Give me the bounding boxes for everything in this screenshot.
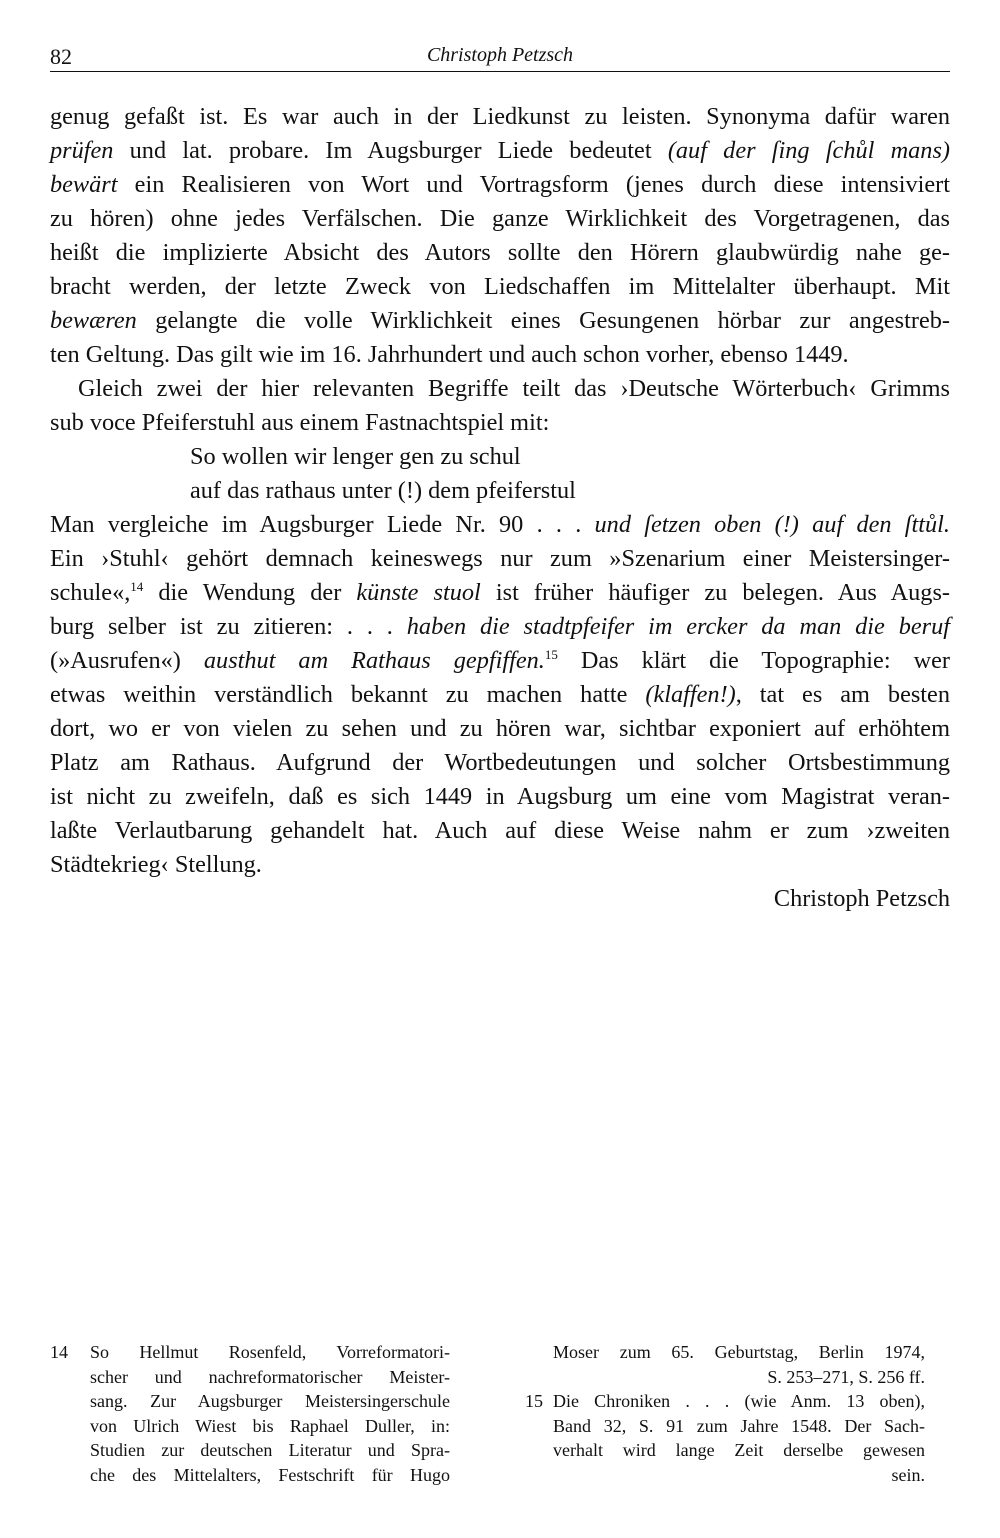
text-line: etwas weithin verständlich bekannt zu machen hatte (klaffen!), tat es am besten [50, 681, 950, 708]
footnote-ref-14[interactable]: 14 [130, 579, 144, 594]
footnote-line: sein. [891, 1464, 925, 1485]
italic-quote: bewärt [50, 171, 118, 198]
text-line: Ein ›Stuhl‹ gehört demnach keineswegs nur zum »Szenarium einer Meistersinger- [50, 545, 950, 572]
italic-quote: haben die stadtpfeifer im ercker da man die beruf [406, 613, 950, 640]
footnote-number: 14 [50, 1342, 68, 1362]
italic-quote: (klaffen!) [645, 681, 736, 708]
footnote-line: Studien zur deutschen Literatur und Spra- [90, 1440, 450, 1460]
footnote-column-right [525, 1340, 925, 1487]
footnote-line: So Hellmut Rosenfeld, Vorreformatori- [90, 1342, 450, 1362]
text-line: burg selber ist zu zitieren: . . . haben die stadtpfeifer im ercker da man die beruf [50, 613, 950, 640]
footnote-ref-15[interactable]: 15 [544, 647, 558, 662]
running-head: Christoph Petzsch [426, 44, 574, 66]
footnote-line: verhalt wird lange Zeit derselbe gewesen [553, 1440, 925, 1460]
text-line: (»Ausrufen«) austhut am Rathaus gepfiffen.$^{15}$ Das klärt die Topographie: wer [50, 647, 951, 674]
text-line: ten Geltung. Das gilt wie im 16. Jahrhundert und auch schon vorher, ebenso 1449. [50, 341, 849, 368]
italic-term: prüfen [50, 137, 114, 164]
text-line: bewæren gelangte die volle Wirklichkeit eines Gesungenen hörbar zur angestreb- [50, 307, 950, 334]
footnote-14 [50, 1340, 450, 1487]
verse-line: So wollen wir lenger gen zu schul [190, 443, 521, 470]
footnote-line: S. 253–271, S. 256 ff. [767, 1366, 925, 1387]
text-line: Man vergleiche im Augsburger Liede Nr. 90 . . . und ſetzen oben (!) auf den ſttůl. [50, 511, 950, 538]
text-line: heißt die implizierte Absicht des Autors sollte den Hörern glaubwürdig nahe ge- [50, 239, 950, 266]
text-line: Gleich zwei der hier relevanten Begriffe teilt das ›Deutsche Wörterbuch‹ Grimms [78, 375, 950, 402]
text-line: prüfen und lat. probare. Im Augsburger Liede bedeutet (auf der ſing ſchůl mans) [50, 137, 950, 164]
footnote-line: sang. Zur Augsburger Meistersingerschule [90, 1391, 450, 1411]
text-line: dort, wo er von vielen zu sehen und zu hören war, sichtbar exponiert auf erhöhtem [50, 715, 950, 742]
text-line: genug gefaßt ist. Es war auch in der Liedkunst zu leisten. Synonyma dafür waren [50, 103, 950, 130]
footnote-15 [525, 1389, 925, 1487]
italic-term: bewæren [50, 307, 137, 334]
text-line: bracht werden, der letzte Zweck von Liedschaffen im Mittelalter überhaupt. Mit [50, 273, 950, 300]
main-text [50, 100, 950, 916]
footnote-number: 15 [525, 1391, 543, 1411]
text-line: ist nicht zu zweifeln, daß es sich 1449 in Augsburg um eine vom Magistrat veran- [50, 783, 950, 810]
italic-quote: austhut am Rathaus gepfiffen. [203, 647, 545, 674]
text-line: sub voce Pfeiferstuhl aus einem Fastnachtspiel mit: [50, 409, 550, 436]
footnote-column-left [50, 1340, 450, 1487]
text-line: zu hören) ohne jedes Verfälschen. Die ganze Wirklichkeit des Vorgetragenen, das [50, 205, 950, 232]
text-line: Städtekrieg‹ Stellung. [50, 851, 262, 878]
text-line: laßte Verlautbarung gehandelt hat. Auch auf diese Weise nahm er zum ›zweiten [50, 817, 950, 844]
italic-quote: und ſetzen oben (!) auf den ſttůl. [594, 511, 950, 538]
footnote-line: Band 32, S. 91 zum Jahre 1548. Der Sach- [553, 1415, 925, 1436]
footnote-line: scher und nachreformatorischer Meister- [90, 1366, 450, 1387]
footnote-line: che des Mittelalters, Festschrift für Hugo [90, 1464, 450, 1485]
footnote-line: Die Chroniken . . . (wie Anm. 13 oben), [553, 1391, 925, 1411]
footnote-line: von Ulrich Wiest bis Raphael Duller, in: [90, 1415, 450, 1436]
footnote-line: Moser zum 65. Geburtstag, Berlin 1974, [553, 1342, 925, 1362]
text-line: schule«,$^{14}$ die Wendung der künste stuol ist früher häufiger zu belegen. Aus Augs- [50, 579, 950, 606]
verse-line: auf das rathaus unter (!) dem pfeiferstul [190, 477, 576, 504]
text-line: bewärt ein Realisieren von Wort und Vortragsform (jenes durch diese intensiviert [50, 171, 950, 198]
italic-quote: (auf der ſing ſchůl mans) [667, 137, 950, 164]
footnote-14-continued [525, 1340, 925, 1389]
italic-quote: künste stuol [356, 579, 481, 606]
text-line: Platz am Rathaus. Aufgrund der Wortbedeutungen und solcher Ortsbestimmung [50, 749, 950, 776]
author-signature: Christoph Petzsch [773, 885, 950, 912]
header-rule [50, 71, 950, 72]
page-header [50, 40, 950, 72]
page-number: 82 [50, 44, 72, 69]
